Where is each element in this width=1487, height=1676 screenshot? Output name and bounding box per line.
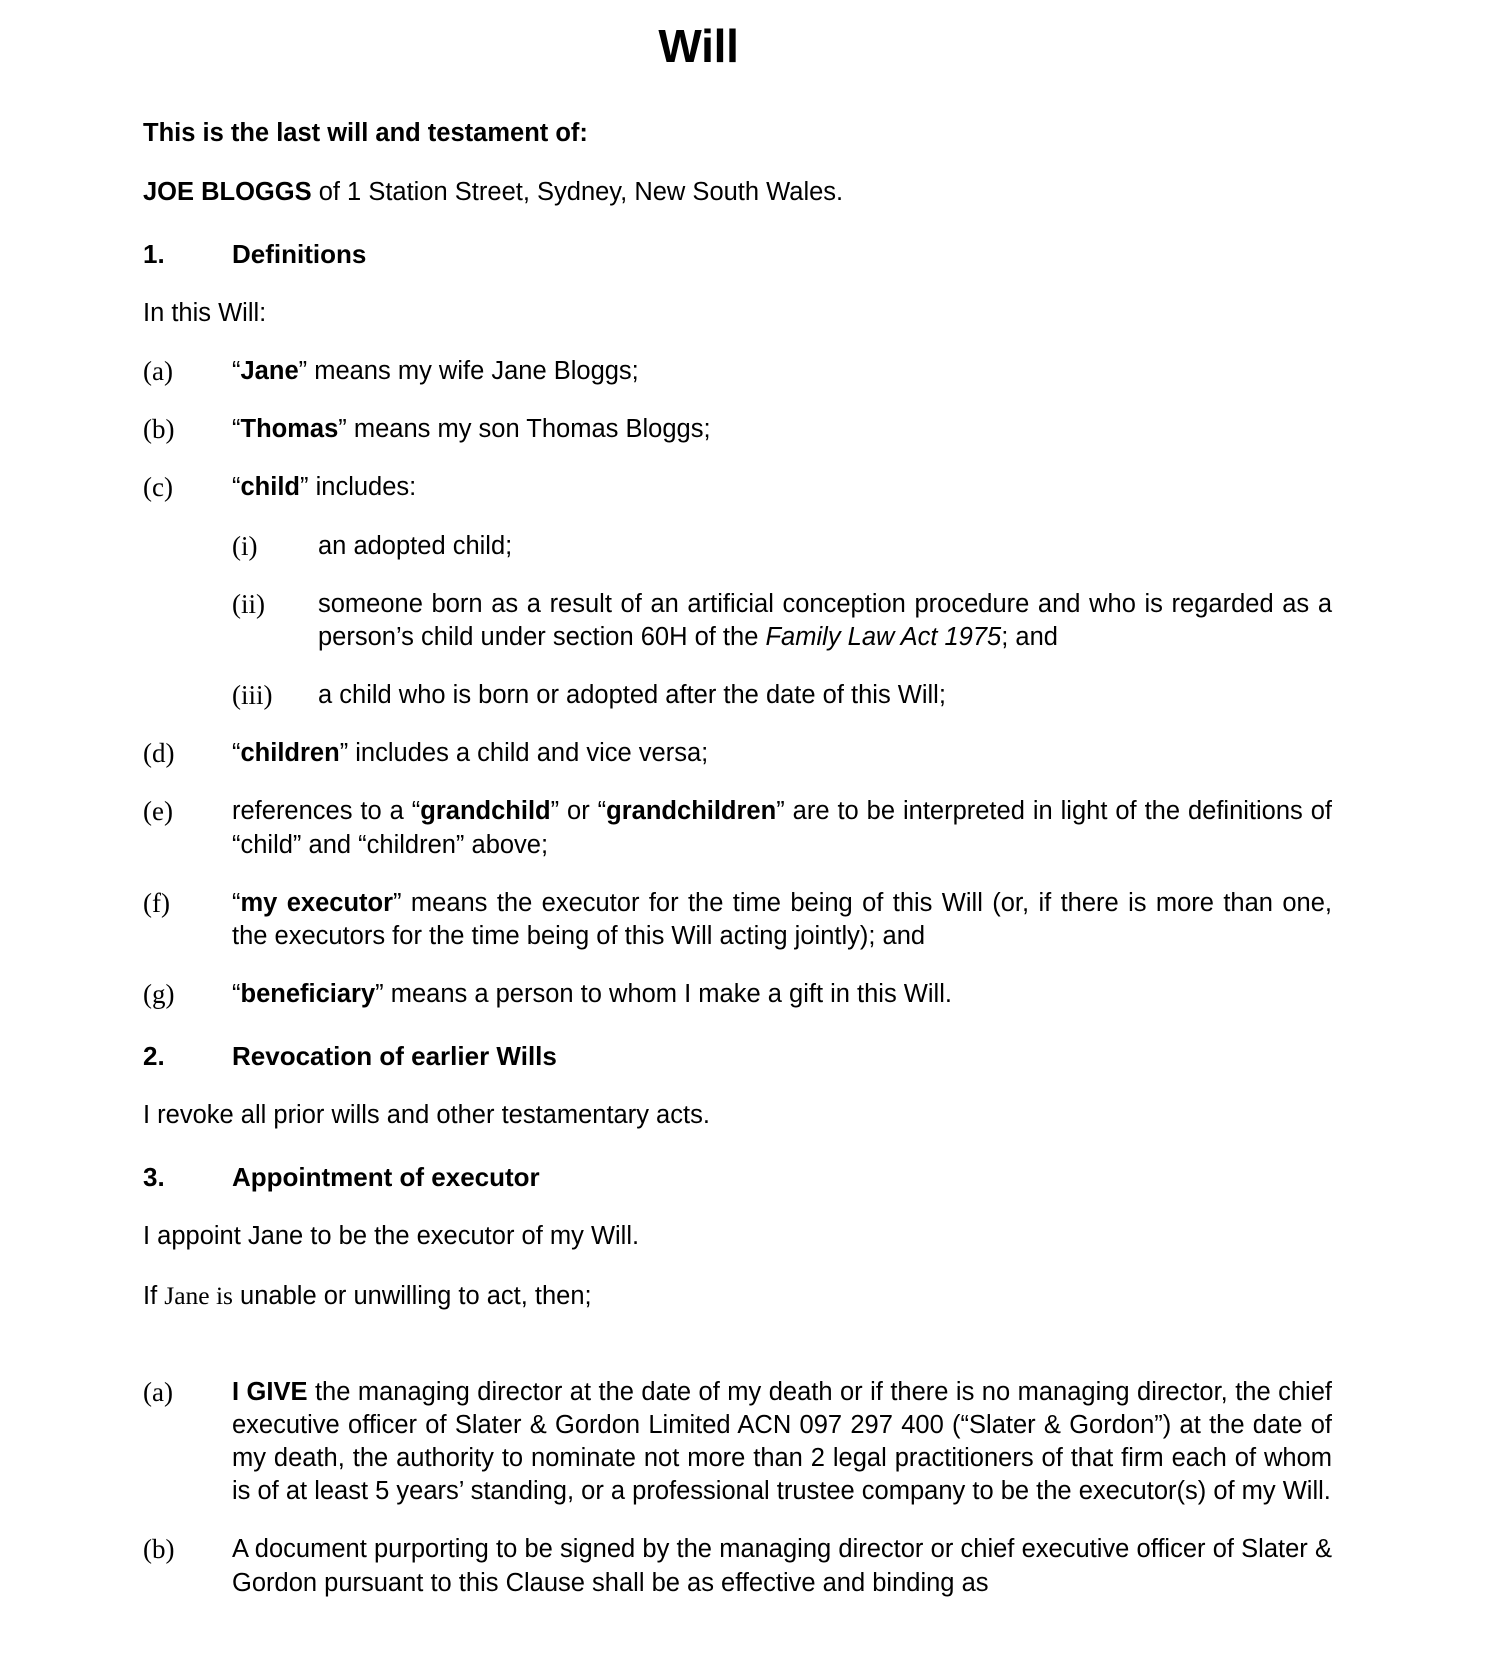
definition-text: ” means a person to whom I make a gift in this Will.	[375, 980, 952, 1009]
clause-text-after: ; and	[1001, 622, 1058, 651]
defined-term: beneficiary	[240, 980, 376, 1009]
defined-term: children	[240, 739, 340, 768]
list-marker: (f)	[143, 887, 170, 918]
open-quote: “	[232, 739, 241, 768]
list-item-text: an adopted child;	[318, 531, 513, 560]
page-title: Will	[658, 20, 739, 72]
list-item	[143, 978, 1332, 1011]
testator-line	[143, 176, 1332, 209]
list-item-text: a child who is born or adopted after the date of this Will;	[318, 681, 946, 710]
list-item	[143, 795, 1332, 861]
list-item-text	[232, 355, 1332, 388]
list-item-text	[232, 887, 1332, 953]
section-title: Appointment of executor	[232, 1162, 540, 1193]
list-item-text	[232, 413, 1332, 446]
clause-text: the managing director at the date of my death or if there is no managing director, the chief executive officer of Slater & Gordon Limited ACN 097 297 400 (“Slater & Gordon”) at the date of my death, the authority to nominate not more than 2 legal practitioners of that firm each of whom is of at least 5 years’ standing, or a professional trustee company to be the executor(s) of my Will.	[232, 1377, 1332, 1506]
list-marker: (i)	[232, 530, 258, 561]
testator-address: of 1 Station Street, Sydney, New South Wales.	[311, 178, 844, 207]
list-item	[143, 355, 1332, 388]
list-item-text: A document purporting to be signed by the managing director or chief executive officer of Slater & Gordon pursuant to this Clause shall be as effective and binding as	[232, 1535, 1332, 1597]
list-marker: (c)	[143, 472, 173, 503]
open-quote: “	[232, 473, 241, 502]
list-item	[143, 1376, 1332, 1509]
defined-term: grandchild	[420, 797, 551, 826]
clause-text-before: If	[143, 1282, 165, 1311]
section-heading-revocation	[143, 1041, 1332, 1072]
open-quote: “	[232, 415, 241, 444]
revocation-body: I revoke all prior wills and other testamentary acts.	[143, 1101, 710, 1130]
clause-text-after: unable or unwilling to act, then;	[232, 1282, 592, 1311]
child-sub-list	[0, 530, 1487, 713]
list-marker: (e)	[143, 796, 173, 827]
open-quote: “	[232, 980, 241, 1009]
list-marker: (iii)	[232, 680, 273, 711]
section-heading-appointment	[143, 1162, 1332, 1193]
list-item	[232, 530, 1332, 563]
appointment-body-1: I appoint Jane to be the executor of my Will.	[143, 1222, 640, 1251]
lead-statement: This is the last will and testament of:	[143, 119, 588, 148]
list-item-text	[232, 737, 1332, 770]
list-marker: (a)	[143, 355, 173, 386]
list-marker: (b)	[143, 1534, 175, 1565]
definition-text-part2: ” or “	[550, 797, 607, 826]
list-item-text	[232, 978, 1332, 1011]
list-item	[143, 737, 1332, 770]
section-number: 3.	[143, 1162, 165, 1193]
open-quote: “	[232, 888, 241, 917]
clause-text-before: someone born as a result of an artificial conception procedure and who is regarded as a person’s child under section 60H of the	[318, 589, 1332, 651]
list-item	[232, 679, 1332, 712]
definition-text: ” includes a child and vice versa;	[339, 739, 709, 768]
executor-name-serif: Jane is	[164, 1281, 233, 1311]
definition-text: ” means the executor for the time being of this Will (or, if there is more than one, the executors for the time being of this Will acting jointly); and	[232, 888, 1332, 950]
section-number: 1.	[143, 239, 165, 270]
clause-lead-bold: I GIVE	[232, 1377, 308, 1406]
statute-citation: Family Law Act 1975	[765, 622, 1002, 651]
list-item	[143, 471, 1332, 504]
list-marker: (d)	[143, 738, 175, 769]
testator-name: JOE BLOGGS	[143, 178, 312, 207]
open-quote: “	[232, 356, 241, 385]
list-marker: (g)	[143, 979, 175, 1010]
definitions-intro: In this Will:	[143, 299, 267, 328]
definition-text: ” means my son Thomas Bloggs;	[338, 415, 711, 444]
list-item	[143, 413, 1332, 446]
list-marker: (b)	[143, 414, 175, 445]
list-marker: (a)	[143, 1376, 173, 1407]
list-marker: (ii)	[232, 588, 265, 619]
paragraph-spacer	[0, 1313, 1487, 1351]
list-item-text	[232, 471, 1332, 504]
list-item	[143, 887, 1332, 953]
defined-term: my executor	[240, 888, 394, 917]
section-number: 2.	[143, 1041, 165, 1072]
definition-text: ” means my wife Jane Bloggs;	[298, 356, 639, 385]
list-item-text	[318, 588, 1332, 654]
section-heading-definitions	[143, 239, 1332, 270]
list-item	[232, 588, 1332, 654]
definition-text: ” includes:	[300, 473, 417, 502]
section-title: Revocation of earlier Wills	[232, 1041, 557, 1072]
defined-term: Jane	[240, 356, 299, 385]
appointment-body-2	[143, 1280, 1332, 1313]
defined-term: Thomas	[240, 415, 339, 444]
defined-term: child	[240, 473, 301, 502]
defined-term: grandchildren	[606, 797, 777, 826]
list-item	[143, 1533, 1332, 1599]
list-item-text	[232, 795, 1332, 861]
list-item-text	[232, 1376, 1332, 1509]
definition-text-part1: references to a “	[232, 797, 421, 826]
section-title: Definitions	[232, 239, 367, 270]
definition-text-part3: ” are to be interpreted in light of the definitions of “child” and “children” above;	[232, 797, 1333, 859]
